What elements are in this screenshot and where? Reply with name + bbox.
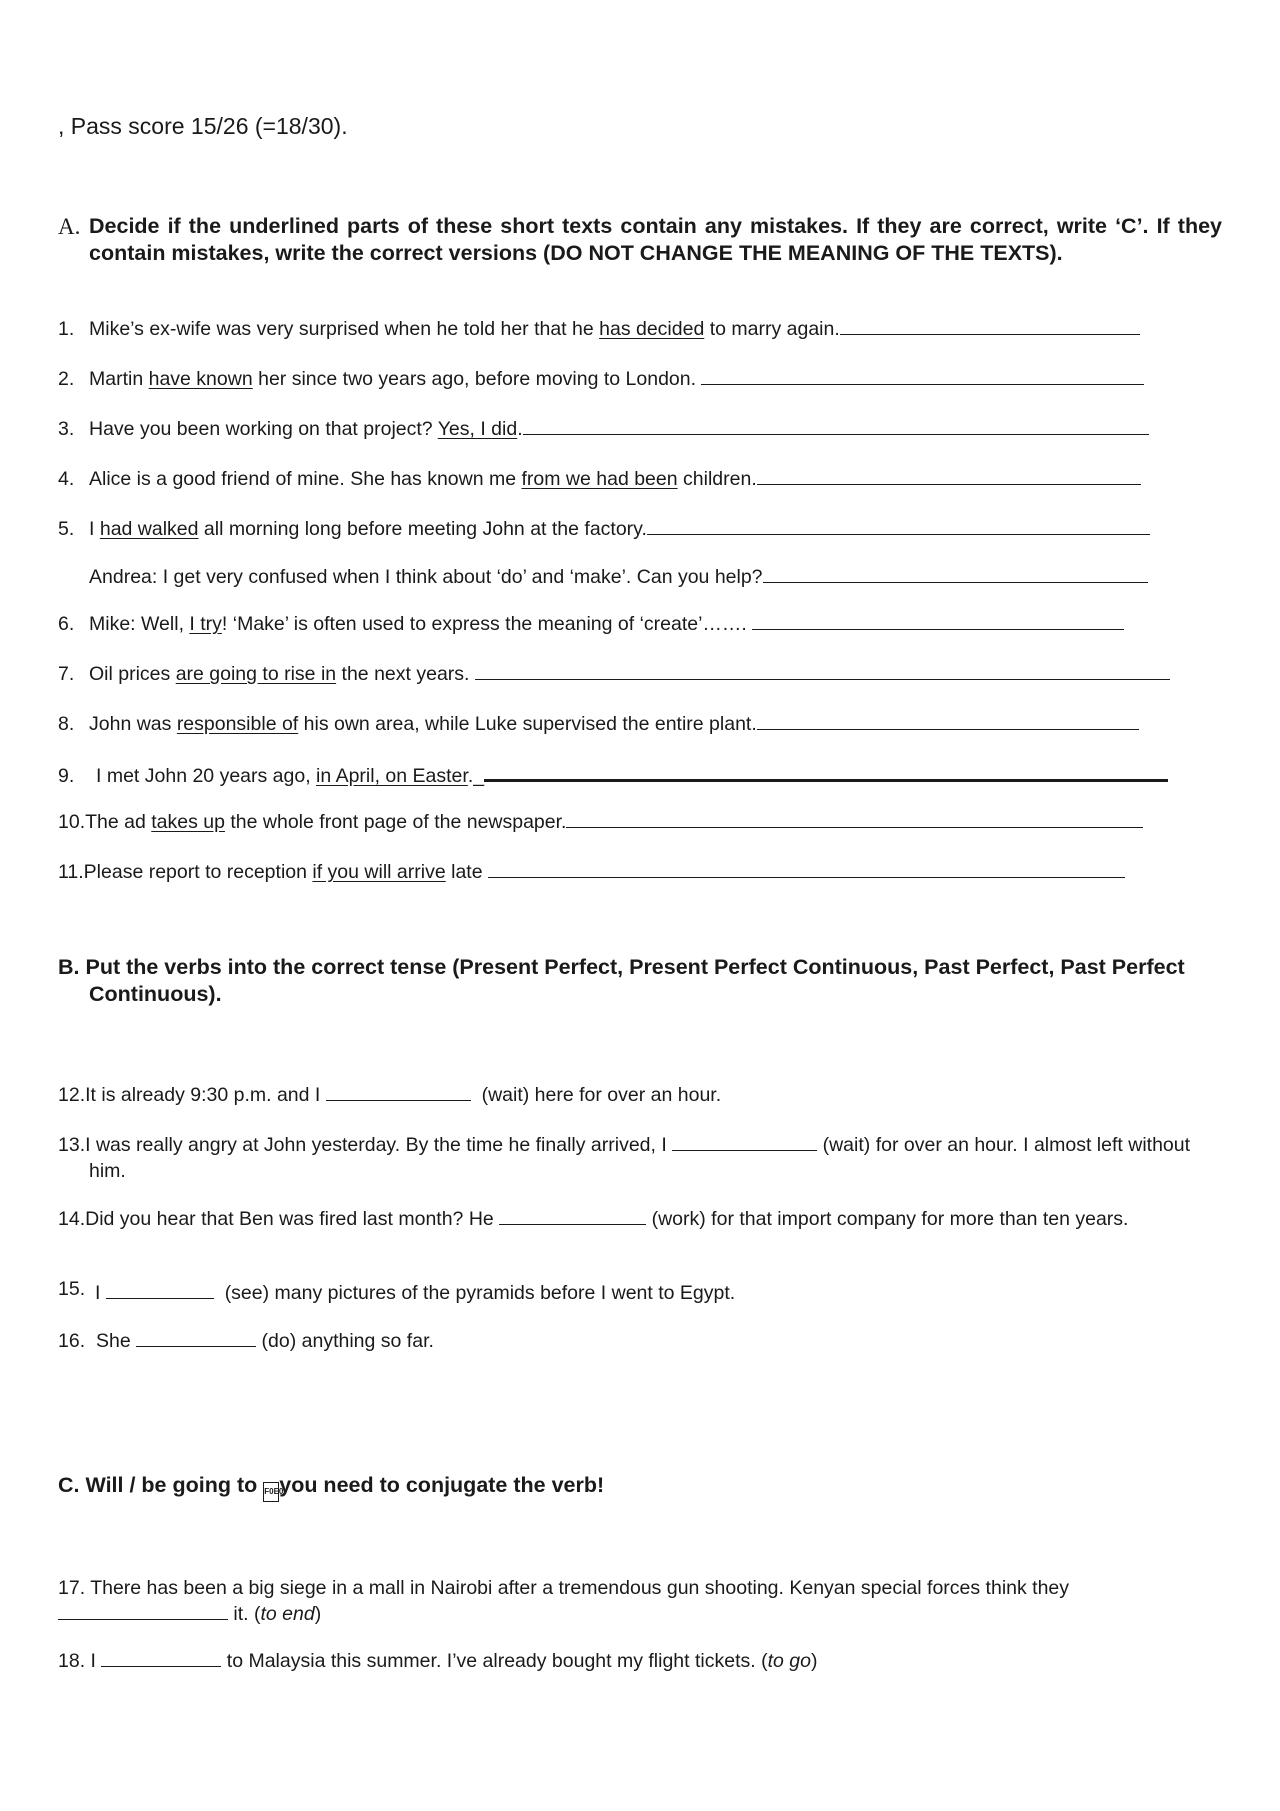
answer-blank[interactable] [840,316,1140,335]
question-11: 11.Please report to reception if you will arrive late [58,859,1125,885]
question-17: 17. There has been a big siege in a mall in Nairobi after a tremendous gun shooting. Kenyan special forces think they it. (to end) [58,1577,1070,1625]
section-a-letter: A. [58,214,81,239]
answer-blank[interactable] [58,1601,228,1620]
pass-score: , Pass score 15/26 (=18/30). [58,113,348,139]
question-1: 1. Mike’s ex-wife was very surprised when he told her that he has decided to marry again. [58,316,1140,342]
question-18: 18. I to Malaysia this summer. I’ve already bought my flight tickets. (to go) [58,1650,818,1672]
answer-blank[interactable] [484,761,1168,782]
question-13: 13.I was really angry at John yesterday. By the time he finally arrived, I (wait) for over an hour. I almost left without him. [58,1134,1191,1182]
question-14: 14.Did you hear that Ben was fired last month? He (work) for that import company for more than ten years. [58,1208,1129,1230]
question-2: 2. Martin have known her since two years ago, before moving to London. [58,366,1144,392]
missing-symbol-icon: F0E0 [263,1482,279,1502]
answer-blank[interactable] [488,859,1125,878]
question-8: 8. John was responsible of his own area, while Luke supervised the entire plant. [58,711,1139,737]
question-10: 10.The ad takes up the whole front page of the newspaper. [58,809,1143,835]
answer-blank[interactable] [757,711,1139,730]
answer-blank[interactable] [106,1280,214,1299]
dialogue-andrea: Andrea: I get very confused when I think about ‘do’ and ‘make’. Can you help? [58,564,1148,590]
answer-blank[interactable] [701,366,1144,385]
question-16: 16. She (do) anything so far. [58,1330,434,1352]
section-a-heading [58,213,1222,267]
answer-blank[interactable] [672,1132,817,1151]
answer-blank[interactable] [499,1206,646,1225]
section-c-heading: C. Will / be going to F0E0you need to conjugate the verb! [58,1472,604,1502]
answer-blank[interactable] [136,1328,256,1347]
question-9: 9. I met John 20 years ago, in April, on Easter._ [58,761,1168,789]
answer-blank[interactable] [763,564,1148,583]
underlined-phrase: I try [189,613,222,635]
underlined-phrase: from we had been [521,468,678,490]
underlined-phrase: Yes, I did [437,418,518,440]
question-6: 6. Mike: Well, I try! ‘Make’ is often used to express the meaning of ‘create’……. [58,611,1124,637]
question-4: 4. Alice is a good friend of mine. She has known me from we had been children. [58,466,1141,492]
underlined-phrase: takes up [151,811,225,833]
underlined-phrase: has decided [599,318,705,340]
underlined-phrase: responsible of [176,713,299,735]
underlined-phrase: if you will arrive [312,861,446,883]
underlined-phrase: had walked [99,518,199,540]
underlined-phrase: have known [148,368,253,390]
answer-blank[interactable] [326,1082,471,1101]
question-15: 15. I (see) many pictures of the pyramids before I went to Egypt. [58,1278,736,1304]
answer-blank[interactable] [752,611,1124,630]
question-3: 3. Have you been working on that project? Yes, I did. [58,416,1149,442]
answer-blank[interactable] [475,661,1170,680]
answer-blank[interactable] [757,466,1141,485]
question-7: 7. Oil prices are going to rise in the next years. [58,661,1170,687]
question-12: 12.It is already 9:30 p.m. and I (wait) here for over an hour. [58,1084,722,1106]
underlined-phrase: in April, on Easter [316,765,468,787]
answer-blank[interactable] [647,516,1150,535]
underlined-phrase: are going to rise in [175,663,337,685]
answer-blank[interactable] [566,809,1143,828]
question-5: 5. I had walked all morning long before meeting John at the factory. [58,516,1150,542]
section-a-instruction: Decide if the underlined parts of these short texts contain any mistakes. If they are correct, write ‘C’. If they contain mistakes, write the correct versions (DO NOT CHANGE THE MEANING OF THE TEXTS). [89,214,1222,265]
answer-blank[interactable] [523,416,1149,435]
section-b-heading: B. Put the verbs into the correct tense (Present Perfect, Present Perfect Continuous, Past Perfect, Past Perfect Continuous). [58,955,1185,1006]
answer-blank[interactable] [101,1648,221,1667]
